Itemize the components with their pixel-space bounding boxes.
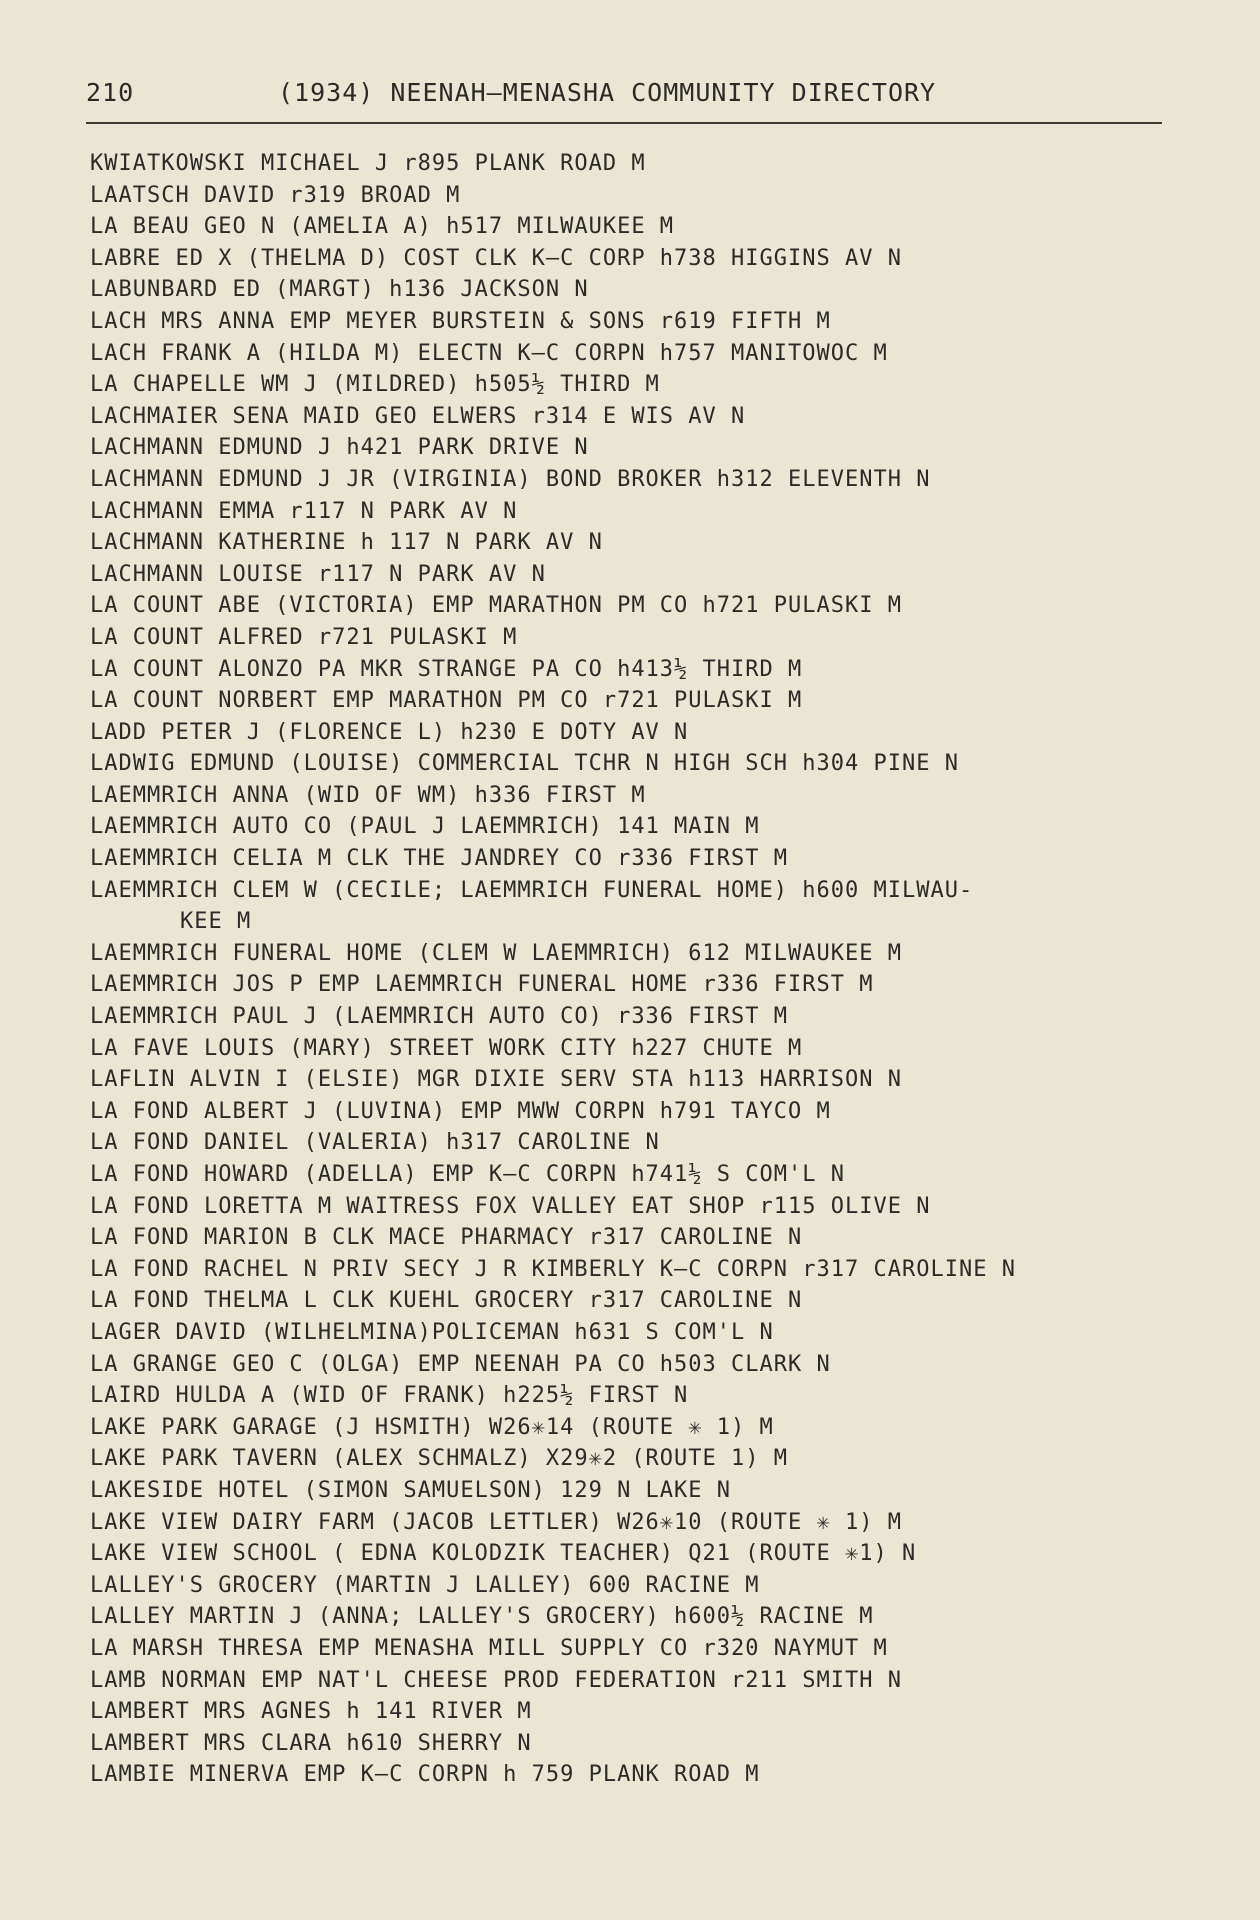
directory-entry: LACHMANN LOUISE r117 N PARK AV N bbox=[90, 561, 546, 587]
directory-entry: LA COUNT NORBERT EMP MARATHON PM CO r721 PULASKI M bbox=[90, 688, 803, 714]
directory-entry-continuation: KEE M bbox=[180, 909, 252, 935]
directory-entry: LAEMMRICH JOS P EMP LAEMMRICH FUNERAL HOME r336 FIRST M bbox=[90, 972, 874, 998]
directory-entry: LAATSCH DAVID r319 BROAD M bbox=[90, 182, 461, 208]
directory-entry: LA FAVE LOUIS (MARY) STREET WORK CITY h227 CHUTE M bbox=[90, 1035, 803, 1061]
directory-entry: LAEMMRICH PAUL J (LAEMMRICH AUTO CO) r336 FIRST M bbox=[90, 1004, 789, 1030]
directory-entry: LACHMANN EMMA r117 N PARK AV N bbox=[90, 498, 518, 524]
directory-entry: LAKE PARK TAVERN (ALEX SCHMALZ) X29✳2 (ROUTE 1) M bbox=[90, 1446, 789, 1472]
directory-entry: LAMB NORMAN EMP NAT'L CHEESE PROD FEDERATION r211 SMITH N bbox=[90, 1667, 902, 1693]
directory-entry: LAKESIDE HOTEL (SIMON SAMUELSON) 129 N LAKE N bbox=[90, 1477, 732, 1503]
directory-entry: LA MARSH THRESA EMP MENASHA MILL SUPPLY CO r320 NAYMUT M bbox=[90, 1635, 888, 1661]
directory-entry: LA BEAU GEO N (AMELIA A) h517 MILWAUKEE M bbox=[90, 214, 675, 240]
directory-entry: LAMBERT MRS CLARA h610 SHERRY N bbox=[90, 1730, 532, 1756]
directory-entry: LAEMMRICH AUTO CO (PAUL J LAEMMRICH) 141 MAIN M bbox=[90, 814, 760, 840]
directory-entry: LA COUNT ALONZO PA MKR STRANGE PA CO h413½ THIRD M bbox=[90, 656, 803, 682]
directory-entry: LA FOND HOWARD (ADELLA) EMP K—C CORPN h741½ S COM'L N bbox=[90, 1162, 845, 1187]
directory-entry: LAGER DAVID (WILHELMINA)POLICEMAN h631 S COM'L N bbox=[90, 1319, 774, 1345]
directory-entry: LA FOND ALBERT J (LUVINA) EMP MWW CORPN h791 TAYCO M bbox=[90, 1098, 831, 1124]
directory-entry: LACHMAIER SENA MAID GEO ELWERS r314 E WIS AV N bbox=[90, 403, 746, 429]
directory-entry: LACHMANN KATHERINE h 117 N PARK AV N bbox=[90, 530, 603, 556]
directory-entry: LA GRANGE GEO C (OLGA) EMP NEENAH PA CO h503 CLARK N bbox=[90, 1351, 831, 1377]
directory-entry: LAEMMRICH CELIA M CLK THE JANDREY CO r336 FIRST M bbox=[90, 846, 789, 872]
directory-entry: LACH FRANK A (HILDA M) ELECTN K—C CORPN h757 MANITOWOC M bbox=[90, 340, 888, 366]
directory-entry: LAEMMRICH FUNERAL HOME (CLEM W LAEMMRICH) 612 MILWAUKEE M bbox=[90, 940, 902, 966]
directory-entry: LABRE ED X (THELMA D) COST CLK K—C CORP h738 HIGGINS AV N bbox=[90, 245, 902, 271]
directory-entry: LACHMANN EDMUND J JR (VIRGINIA) BOND BROKER h312 ELEVENTH N bbox=[90, 466, 931, 492]
directory-entry: LAFLIN ALVIN I (ELSIE) MGR DIXIE SERV STA h113 HARRISON N bbox=[90, 1067, 902, 1093]
directory-entry: LA FOND RACHEL N PRIV SECY J R KIMBERLY K—C CORPN r317 CAROLINE N bbox=[90, 1256, 1016, 1282]
directory-entry: LAMBERT MRS AGNES h 141 RIVER M bbox=[90, 1699, 532, 1725]
directory-entry: LAIRD HULDA A (WID OF FRANK) h225½ FIRST N bbox=[90, 1383, 689, 1409]
directory-entry: KWIATKOWSKI MICHAEL J r895 PLANK ROAD M bbox=[90, 151, 646, 176]
directory-entry: LA FOND MARION B CLK MACE PHARMACY r317 CAROLINE N bbox=[90, 1225, 803, 1251]
directory-entry: LABUNBARD ED (MARGT) h136 JACKSON N bbox=[90, 277, 589, 303]
directory-entry: LAEMMRICH CLEM W (CECILE; LAEMMRICH FUNERAL HOME) h600 MILWAU- bbox=[90, 877, 974, 903]
directory-entry: LAKE PARK GARAGE (J HSMITH) W26✳14 (ROUTE ✳ 1) M bbox=[90, 1414, 774, 1440]
directory-entry: LACH MRS ANNA EMP MEYER BURSTEIN & SONS r619 FIFTH M bbox=[90, 308, 831, 334]
directory-entry: LALLEY'S GROCERY (MARTIN J LALLEY) 600 RACINE M bbox=[90, 1572, 760, 1598]
directory-entry: LALLEY MARTIN J (ANNA; LALLEY'S GROCERY) h600½ RACINE M bbox=[90, 1604, 874, 1630]
directory-entry: LA FOND THELMA L CLK KUEHL GROCERY r317 CAROLINE N bbox=[90, 1288, 803, 1314]
directory-entry: LA FOND LORETTA M WAITRESS FOX VALLEY EAT SHOP r115 OLIVE N bbox=[90, 1193, 931, 1219]
directory-entry: LADD PETER J (FLORENCE L) h230 E DOTY AV N bbox=[90, 719, 689, 745]
directory-entry: LA CHAPELLE WM J (MILDRED) h505½ THIRD M bbox=[90, 372, 660, 398]
page-header bbox=[86, 78, 1162, 124]
running-title: (1934) NEENAH—MENASHA COMMUNITY DIRECTORY bbox=[278, 78, 937, 107]
directory-entry: LA COUNT ALFRED r721 PULASKI M bbox=[90, 624, 518, 650]
directory-listing bbox=[90, 148, 1230, 1791]
directory-entry: LA COUNT ABE (VICTORIA) EMP MARATHON PM CO h721 PULASKI M bbox=[90, 593, 902, 619]
directory-entry: LACHMANN EDMUND J h421 PARK DRIVE N bbox=[90, 435, 589, 461]
directory-entry: LADWIG EDMUND (LOUISE) COMMERCIAL TCHR N HIGH SCH h304 PINE N bbox=[90, 751, 959, 777]
directory-entry: LAEMMRICH ANNA (WID OF WM) h336 FIRST M bbox=[90, 782, 646, 808]
page-number: 210 bbox=[86, 78, 135, 107]
directory-entry: LA FOND DANIEL (VALERIA) h317 CAROLINE N bbox=[90, 1130, 660, 1156]
directory-entry: LAKE VIEW DAIRY FARM (JACOB LETTLER) W26✳10 (ROUTE ✳ 1) M bbox=[90, 1509, 902, 1535]
directory-entry: LAMBIE MINERVA EMP K—C CORPN h 759 PLANK ROAD M bbox=[90, 1762, 760, 1788]
directory-entry: LAKE VIEW SCHOOL ( EDNA KOLODZIK TEACHER) Q21 (ROUTE ✳1) N bbox=[90, 1541, 917, 1567]
